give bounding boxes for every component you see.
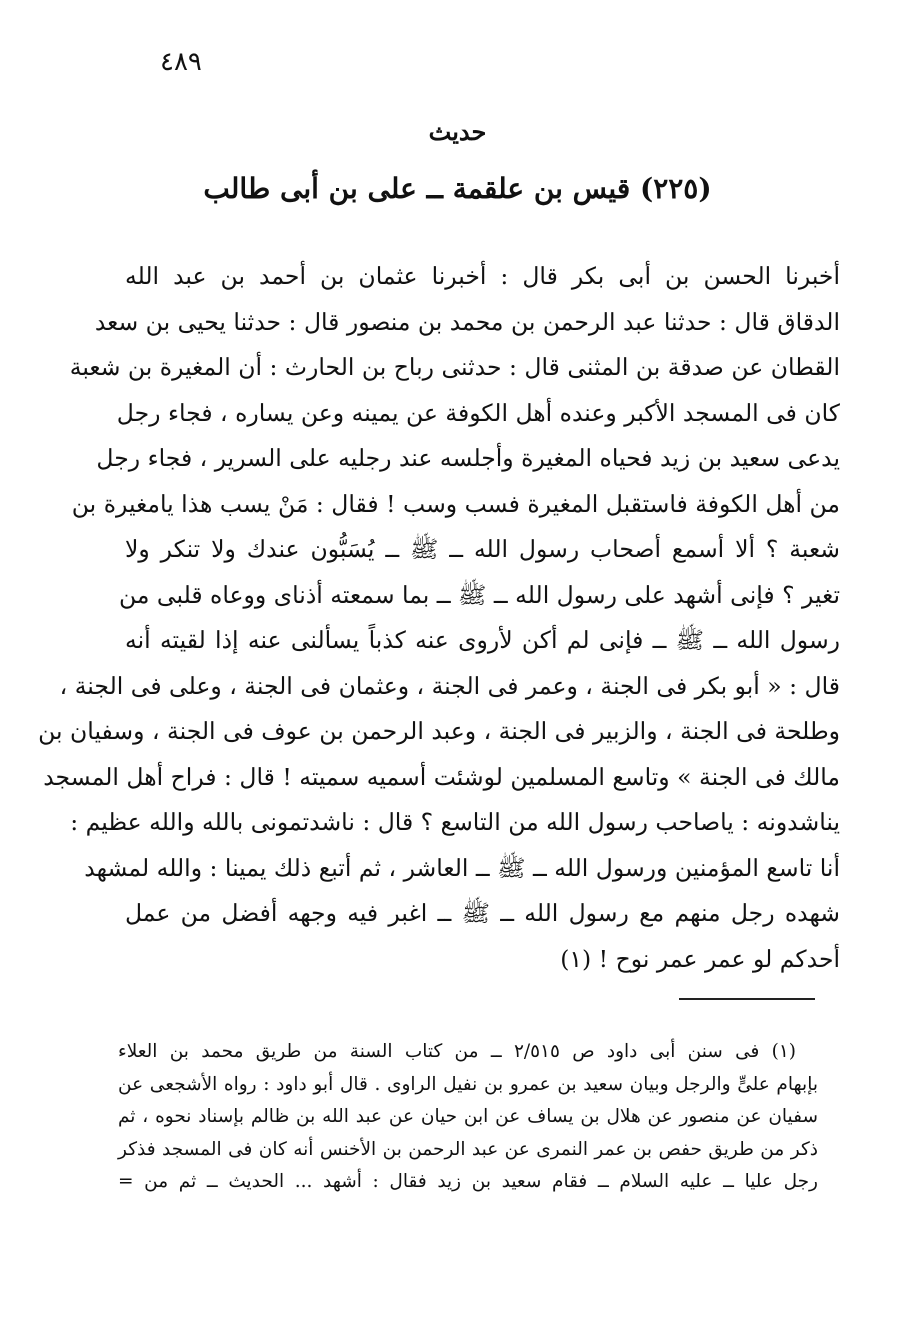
footnote-separator bbox=[679, 998, 815, 1000]
text-line-15: شهده رجل منهم مع رسول الله ــ ﷺ ــ اغبر فيه وجهه أفضل من عمل bbox=[125, 899, 840, 927]
text-line-14: أنا تاسع المؤمنين ورسول الله ــ ﷺ ــ العاشر ، ثم أتبع ذلك يمينا : والله لمشهد bbox=[84, 853, 840, 882]
main-text bbox=[38, 254, 840, 982]
footnote-line-4: ذكر من طريق حفص بن عمر النمرى عن عبد الرحمن بن الأخنس أنه كان فى المسجد فذكر bbox=[118, 1138, 818, 1160]
text-line-11: وطلحة فى الجنة ، والزبير فى الجنة ، وعبد الرحمن بن عوف فى الجنة ، وسفيان بن bbox=[38, 717, 840, 745]
footnotes bbox=[118, 1036, 818, 1199]
text-line-10: قال : « أبو بكر فى الجنة ، وعمر فى الجنة ، وعثمان فى الجنة ، وعلى فى الجنة ، bbox=[59, 671, 840, 700]
text-line-2: الدقاق قال : حدثنا عبد الرحمن بن محمد بن منصور قال : حدثنا يحيى بن سعد bbox=[94, 307, 840, 336]
text-line-16: أحدكم لو عمر عمر نوح ! (١) bbox=[560, 944, 840, 973]
chapter-title: (٢٢٥) قيس بن علقمة ــ على بن أبى طالب bbox=[203, 172, 712, 205]
text-line-12: مالك فى الجنة » وتاسع المسلمين لوشئت أسميه سميته ! قال : فراح أهل المسجد bbox=[43, 762, 840, 791]
text-line-1: أخبرنا الحسن بن أبى بكر قال : أخبرنا عثمان بن أحمد بن عبد الله bbox=[125, 262, 840, 290]
footnote-line-5: رجل عليا ــ عليه السلام ــ فقام سعيد بن زيد فقال : أشهد ... الحديث ــ ثم من = bbox=[118, 1171, 818, 1192]
text-line-9: رسول الله ــ ﷺ ــ فإنى لم أكن لأروى عنه كذباً يسألنى عنه إذا لقيته أنه bbox=[125, 626, 840, 654]
page-number: ٤٨٩ bbox=[160, 47, 202, 77]
text-line-13: يناشدونه : ياصاحب رسول الله من التاسع ؟ قال : ناشدتمونى بالله والله عظيم : bbox=[70, 808, 840, 836]
text-line-6: من أهل الكوفة فاستقبل المغيرة فسب وسب ! فقال : مَنْ يسب هذا يامغيرة بن bbox=[71, 489, 840, 518]
text-line-7: شعبة ؟ ألا أسمع أصحاب رسول الله ــ ﷺ ــ يُسَبُّون عندك ولا تنكر ولا bbox=[125, 535, 840, 563]
footnote-line-2: بإبهام علىٍّ والرجل وبيان سعيد بن عمرو بن نفيل الراوى . قال أبو داود : رواه الأشجعى عن bbox=[118, 1073, 818, 1095]
text-line-8: تغير ؟ فإنى أشهد على رسول الله ــ ﷺ ــ بما سمعته أذناى ووعاه قلبى من bbox=[118, 580, 840, 609]
text-line-3: القطان عن صدقة بن المثنى قال : حدثنى رباح بن الحارث : أن المغيرة بن شعبة bbox=[69, 353, 840, 381]
text-line-5: يدعى سعيد بن زيد فحياه المغيرة وأجلسه عند رجليه على السرير ، فجاء رجل bbox=[96, 444, 840, 472]
footnote-line-1: (١) فى سنن أبى داود ص ٢/٥١٥ ــ من كتاب السنة من طريق محمد بن العلاء bbox=[118, 1041, 796, 1062]
section-label: حديث bbox=[428, 117, 487, 146]
text-line-4: كان فى المسجد الأكبر وعنده أهل الكوفة عن يمينه وعن يساره ، فجاء رجل bbox=[116, 398, 840, 427]
footnote-line-3: سفيان عن منصور عن هلال بن يساف عن ابن حيان عن عبد الله بن ظالم بإسناد نحوه ، ثم bbox=[118, 1106, 818, 1127]
